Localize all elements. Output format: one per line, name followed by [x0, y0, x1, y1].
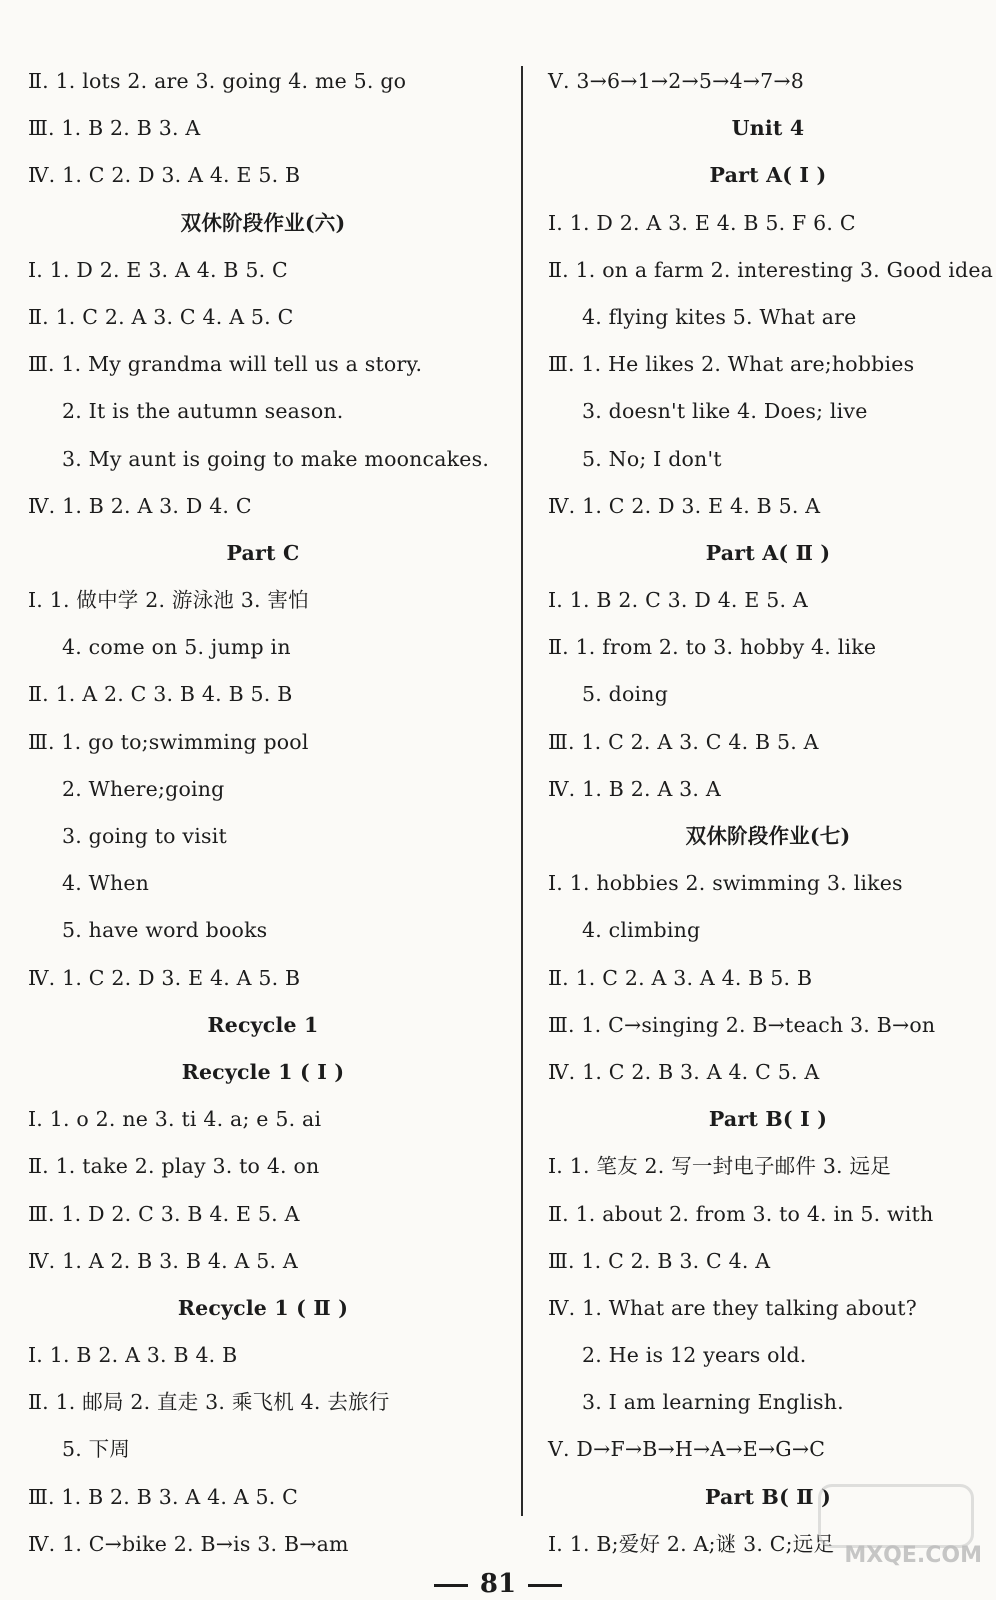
answer-line: Ⅴ. D→F→B→H→A→E→G→C — [548, 1437, 826, 1462]
answer-line: Ⅳ. 1. C 2. D 3. A 4. E 5. B — [28, 163, 301, 188]
answer-line: 4. climbing — [582, 918, 701, 943]
page-number-value: 81 — [479, 1569, 517, 1599]
answer-line: Ⅱ. 1. C 2. A 3. A 4. B 5. B — [548, 965, 813, 990]
answer-line: Ⅰ. 1. B 2. A 3. B 4. B — [28, 1343, 238, 1368]
answer-line: Ⅳ. 1. C 2. D 3. E 4. B 5. A — [548, 493, 821, 518]
column-divider — [521, 66, 523, 1516]
section-heading: Part A( Ⅰ ) — [709, 163, 827, 188]
answer-line: Ⅲ. 1. C 2. B 3. C 4. A — [548, 1248, 771, 1273]
answer-line: 2. It is the autumn season. — [62, 399, 344, 424]
section-heading: Part B( Ⅰ ) — [708, 1107, 828, 1132]
answer-line: Ⅰ. 1. hobbies 2. swimming 3. likes — [548, 871, 903, 896]
section-heading: Part B( Ⅱ ) — [704, 1484, 832, 1509]
answer-column-left — [28, 58, 498, 1568]
answer-line: Ⅱ. 1. about 2. from 3. to 4. in 5. with — [548, 1201, 934, 1226]
section-heading: Recycle 1 ( Ⅰ ) — [181, 1059, 345, 1084]
answer-line: Ⅰ. 1. D 2. A 3. E 4. B 5. F 6. C — [548, 210, 856, 235]
section-heading: Part A( Ⅱ ) — [705, 540, 831, 565]
answer-line: Ⅳ. 1. C→bike 2. B→is 3. B→am — [28, 1531, 349, 1556]
answer-line: 5. No; I don't — [582, 446, 722, 471]
answer-line: Ⅲ. 1. C 2. A 3. C 4. B 5. A — [548, 729, 819, 754]
watermark-text: MXQE.COM — [844, 1543, 982, 1568]
answer-line: Ⅰ. 1. B 2. C 3. D 4. E 5. A — [548, 588, 808, 613]
answer-line: Ⅱ. 1. C 2. A 3. C 4. A 5. C — [28, 304, 294, 329]
answer-line: Ⅱ. 1. from 2. to 3. hobby 4. like — [548, 635, 877, 660]
answer-line: 2. Where;going — [62, 776, 225, 801]
answer-line: 5. have word books — [62, 918, 268, 943]
section-heading: Recycle 1 — [207, 1012, 319, 1037]
answer-line: Ⅲ. 1. B 2. B 3. A 4. A 5. C — [28, 1484, 299, 1509]
section-heading: Recycle 1 ( Ⅱ ) — [177, 1295, 349, 1320]
watermark-seal — [818, 1484, 974, 1548]
answer-line: Ⅲ. 1. He likes 2. What are;hobbies — [548, 352, 915, 377]
answer-line: 5. doing — [582, 682, 669, 707]
answer-line: Ⅳ. 1. A 2. B 3. B 4. A 5. A — [28, 1248, 298, 1273]
answer-line: Ⅱ. 1. A 2. C 3. B 4. B 5. B — [28, 682, 293, 707]
answer-line: 4. come on 5. jump in — [62, 635, 291, 660]
answer-line: 3. I am learning English. — [582, 1390, 844, 1415]
answer-line: Ⅲ. 1. My grandma will tell us a story. — [28, 352, 423, 377]
answer-line: 3. going to visit — [62, 824, 227, 848]
section-heading: 双休阶段作业(六) — [180, 210, 346, 235]
answer-line: Ⅲ. 1. D 2. C 3. B 4. E 5. A — [28, 1201, 300, 1226]
answer-line: Ⅰ. 1. 做中学 2. 游泳池 3. 害怕 — [28, 588, 309, 613]
answer-line: Ⅰ. 1. o 2. ne 3. ti 4. a; e 5. ai — [28, 1107, 322, 1132]
section-heading: 双休阶段作业(七) — [685, 824, 851, 848]
answer-line: Ⅱ. 1. lots 2. are 3. going 4. me 5. go — [28, 69, 407, 93]
answer-line: 3. My aunt is going to make mooncakes. — [62, 446, 490, 471]
answer-line: 4. flying kites 5. What are — [582, 304, 857, 329]
answer-line: Ⅲ. 1. B 2. B 3. A — [28, 116, 201, 141]
page-number-dash-right — [528, 1584, 562, 1587]
answer-line: Ⅱ. 1. 邮局 2. 直走 3. 乘飞机 4. 去旅行 — [28, 1390, 390, 1415]
answer-line: Ⅳ. 1. B 2. A 3. D 4. C — [28, 493, 252, 518]
answer-line: Ⅱ. 1. on a farm 2. interesting 3. Good idea — [548, 257, 994, 282]
answer-line: Ⅰ. 1. B;爱好 2. A;谜 3. C;远足 — [548, 1531, 835, 1556]
answer-line: Ⅳ. 1. C 2. D 3. E 4. A 5. B — [28, 965, 301, 990]
answer-line: Ⅴ. 3→6→1→2→5→4→7→8 — [548, 69, 805, 93]
answer-line: 2. He is 12 years old. — [582, 1343, 807, 1368]
answer-line: 5. 下周 — [62, 1437, 131, 1462]
answer-line: Ⅰ. 1. 笔友 2. 写一封电子邮件 3. 远足 — [548, 1154, 891, 1179]
answer-line: Ⅳ. 1. What are they talking about? — [548, 1295, 917, 1320]
answer-line: Ⅳ. 1. C 2. B 3. A 4. C 5. A — [548, 1059, 820, 1084]
answer-line: Ⅳ. 1. B 2. A 3. A — [548, 776, 721, 801]
answer-line: Ⅲ. 1. go to;swimming pool — [28, 729, 309, 754]
section-heading: Unit 4 — [731, 116, 805, 141]
section-heading: Part C — [226, 540, 300, 565]
page-number-dash-left — [434, 1584, 468, 1587]
answer-line: Ⅲ. 1. C→singing 2. B→teach 3. B→on — [548, 1012, 936, 1037]
answer-line: 4. When — [62, 871, 150, 896]
page-number — [0, 1568, 996, 1600]
answer-line: 3. doesn't like 4. Does; live — [582, 399, 868, 424]
answer-line: Ⅰ. 1. D 2. E 3. A 4. B 5. C — [28, 257, 288, 282]
answer-line: Ⅱ. 1. take 2. play 3. to 4. on — [28, 1154, 320, 1179]
answer-column-right — [548, 58, 994, 1568]
